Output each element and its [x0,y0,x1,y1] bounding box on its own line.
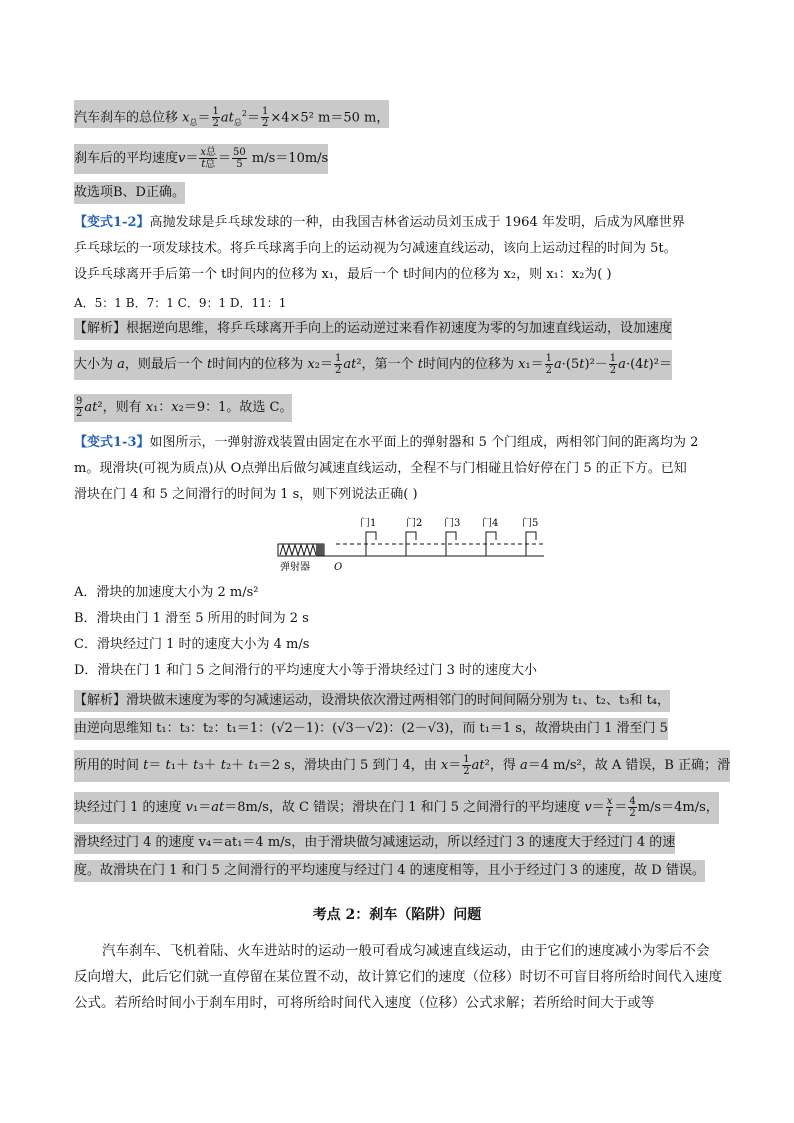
analysis-1-3-line-5: 滑块经过门 4 的速度 v₄＝at₁＝4 m/s，由于滑块做匀减速运动，所以经过门 3 的速度大于经过门 4 的速 [74,832,675,854]
analysis-1-3-line-4: 块经过门 1 的速度 v₁＝at＝8m/s，故 C 错误；滑块在门 1 和门 5 之间滑行的平均速度 v＝ $\frac{x}{t}$ ＝ $\frac{4}{2}$ m/s＝4m/s， [74,792,719,824]
gate-5 [522,516,538,556]
solution-line-total-displacement: 汽车刹车的总位移 $x_总=$ $\frac{1}{2}$ $at_总^2=$ $\frac{1}{2}$ ×4×5² m＝50 m， [74,100,389,128]
variant-1-2-line-2: 乒乓球坛的一项发球技术。将乒乓球离手向上的运动视为匀减速直线运动，该向上运动过程的时间为 5t。 [74,241,677,256]
variant-1-2-line-3: 设乒乓球离开手后第一个 t时间内的位移为 x₁，最后一个 t时间内的位移为 x₂，则 x₁：x₂为( ) [74,267,612,282]
gate-3-label: 门3 [444,518,461,529]
section-paragraph: 汽车刹车、飞机着陆、火车进站时的运动一般可看成匀减速直线运动，由于它们的速度减小为零后不会反向增大，此后它们就一直停留在某位置不动，故计算它们的速度（位移）时切不可盲目将所给时间代入速度公式。若所给时间小于刹车用时，可将所给时间代入速度（位移）公式求解；若所给时间大于或等 [74,943,722,1011]
variant-1-3-line-3: 滑块在门 4 和 5 之间滑行的时间为 1 s，则下列说法正确( ) [74,487,418,502]
gate-2-label: 门2 [406,518,423,529]
gate-4-label: 门4 [482,518,499,529]
solution-line-answer: 故选项B、D正确。 [74,182,185,204]
variant-1-3-line-1 [74,432,698,454]
analysis-1-2-line-1: 【解析】根据逆向思维，将乒乓球离开手向上的运动逆过来看作初速度为零的匀加速直线运动，设加速度 [74,318,672,340]
option-b: B．滑块由门 1 滑至 5 所用的时间为 2 s [74,611,309,626]
analysis-1-2-line-3: $\frac{9}{2}$ at²，则有 x₁：x₂＝9：1。故选 C。 [74,394,292,422]
variant-1-2-line-1 [74,212,685,234]
origin-label: O [334,562,343,573]
variant-1-3-text-a: 如图所示，一弹射游戏装置由固定在水平面上的弹射器和 5 个门组成，两相邻门间的距离均为 2 [149,435,699,450]
option-d: D．滑块在门 1 和门 5 之间滑行的平均速度大小等于滑块经过门 3 时的速度大小 [74,663,538,678]
gate-5-label: 门5 [522,518,539,529]
gate-2 [406,516,422,556]
analysis-1-3-line-3: 所用的时间 t＝ t₁＋ t₃＋ t₂＋ t₁＝2 s，滑块由门 5 到门 4，由 x＝ $\frac{1}{2}$ at²，得 a＝4 m/s²，故 A 错误，B 正确；滑 [74,750,730,782]
launcher-label: 弹射器 [280,562,310,573]
analysis-1-3-line-1: 【解析】滑块做末速度为零的匀减速运动，设滑块依次滑过两相邻门的时间间隔分别为 t₁、t₂、t₃和 t₄， [74,690,670,712]
analysis-1-3-line-6: 度。故滑块在门 1 和门 5 之间滑行的平均速度与经过门 4 的速度相等，且小于经过门 3 的速度，故 D 错误。 [74,860,705,882]
section-heading: 考点 2：刹车（陷阱）问题 [312,907,482,923]
analysis-1-3-line-2: 由逆向思维知 t₁：t₃：t₂：t₁＝1：(√2－1)：(√3－√2)：(2－√3)，而 t₁＝1 s，故滑块由门 1 滑至门 5 [74,718,668,740]
gate-1 [360,516,376,556]
solution-line-average-velocity: 刹车后的平均速度v＝ $\frac{\text{x总}}{\text{t总}}$ ＝ $\frac{50}{5}$ m/s＝10m/s [74,144,328,174]
option-a: A．滑块的加速度大小为 2 m/s² [74,585,259,600]
gate-3 [444,516,460,556]
variant-1-2-tag: 【变式1-2】 [74,215,150,230]
analysis-1-2-line-2: 大小为 a，则最后一个 t时间内的位移为 x₂＝ $\frac{1}{2}$ at²，第一个 t时间内的位移为 x₁＝ $\frac{1}{2}$ a·(5t)²－ $\frac{1}{2}$ a·(4t)²＝ [74,350,672,380]
variant-1-2-options: A．5：1 B．7：1 C．9：1 D．11：1 [74,296,287,310]
gate-1-label: 门1 [360,518,377,529]
variant-1-3-tag: 【变式1-3】 [74,435,150,450]
variant-1-2-text-a: 高抛发球是乒乓球发球的一种，由我国吉林省运动员刘玉成于 1964 年发明，后成为风靡世界 [149,215,685,230]
launcher-gates-figure [276,510,552,574]
option-c: C．滑块经过门 1 时的速度大小为 4 m/s [74,637,310,652]
launcher-spring [278,544,324,556]
variant-1-3-line-2: m。现滑块(可视为质点)从 O点弹出后做匀减速直线运动，全程不与门相碰且恰好停在门 5 的正下方。已知 [74,461,687,476]
gate-4 [482,516,498,556]
